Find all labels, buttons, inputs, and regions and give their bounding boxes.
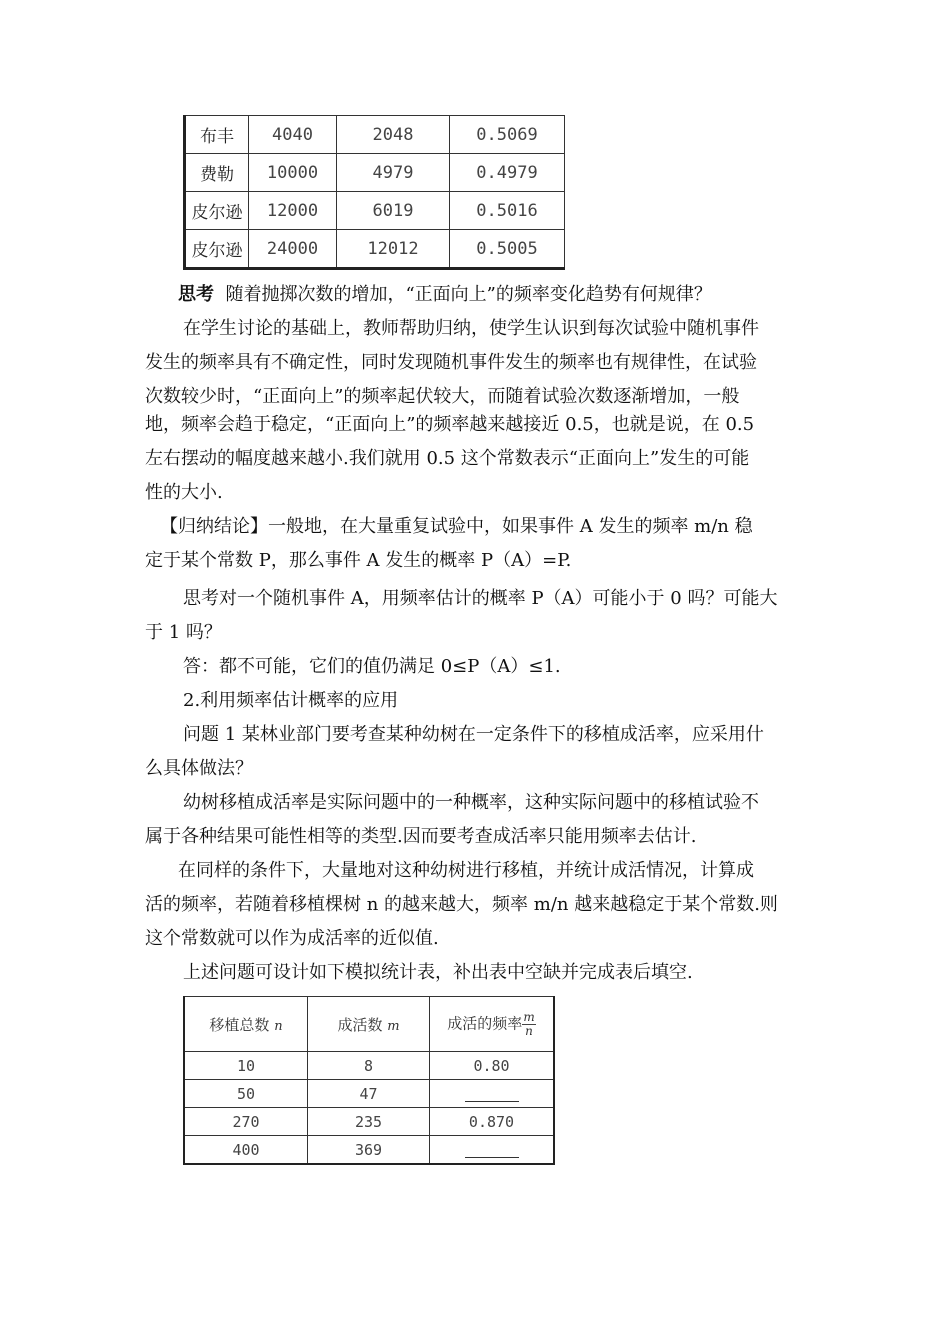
- fraction-numerator: m: [523, 1009, 535, 1024]
- paragraph-line: 性的大小.: [145, 482, 223, 503]
- think-question-1: [178, 278, 840, 312]
- table-cell: 235: [308, 1108, 430, 1136]
- table-cell: 8: [308, 1052, 430, 1080]
- table-cell: 皮尔逊: [185, 192, 249, 230]
- fraction-denominator: n: [525, 1023, 533, 1038]
- problem-line: 么具体做法？: [145, 758, 253, 779]
- table-row: [185, 230, 565, 269]
- think-label: 思考: [178, 284, 214, 305]
- think-question-2: 思考对一个随机事件 A，用频率估计的概率 P（A）可能小于 0 吗？可能大: [183, 588, 778, 609]
- table-header: [184, 997, 308, 1052]
- table-cell: 6019: [337, 192, 450, 230]
- table-header: [430, 997, 555, 1052]
- table-cell: 10000: [249, 154, 337, 192]
- table-cell: [430, 1136, 555, 1165]
- section-heading: 2.利用频率估计概率的应用: [183, 690, 399, 711]
- paragraph-line: 活的频率，若随着移植棵树 n 的越来越大，频率 m/n 越来越稳定于某个常数.则: [145, 894, 778, 915]
- paragraph-line: 发生的频率具有不确定性，同时发现随机事件发生的频率也有规律性，在试验: [145, 352, 757, 373]
- paragraph-line: 左右摆动的幅度越来越小.我们就用 0.5 这个常数表示“正面向上”发生的可能: [145, 448, 750, 469]
- table-cell: 12000: [249, 192, 337, 230]
- table-cell: 50: [184, 1080, 308, 1108]
- header-var: n: [274, 1018, 283, 1034]
- table-cell: 0.5016: [450, 192, 565, 230]
- table-cell: 0.5005: [450, 230, 565, 269]
- transplant-table: [183, 996, 555, 1165]
- table-cell: 4040: [249, 116, 337, 154]
- header-text: 成活数: [337, 1015, 383, 1034]
- table-header: [308, 997, 430, 1052]
- paragraph-line: 次数较少时，“正面向上”的频率起伏较大，而随着试验次数逐渐增加，一般: [145, 386, 740, 407]
- table-cell: 24000: [249, 230, 337, 269]
- paragraph-line: 这个常数就可以作为成活率的近似值.: [145, 928, 439, 949]
- think-body: 随着抛掷次数的增加，“正面向上”的频率变化趋势有何规律？: [225, 284, 712, 305]
- paragraph-line: 在学生讨论的基础上，教师帮助归纳，使学生认识到每次试验中随机事件: [183, 318, 759, 339]
- paragraph-line: 幼树移植成活率是实际问题中的一种概率，这种实际问题中的移植试验不: [183, 792, 759, 813]
- table-cell: 0.80: [430, 1052, 555, 1080]
- answer-line: 答：都不可能，它们的值仍满足 0≤P（A）≤1.: [183, 656, 561, 677]
- table-cell: 0.4979: [450, 154, 565, 192]
- table-row: [184, 1080, 554, 1108]
- table-cell: 10: [184, 1052, 308, 1080]
- experiment-table: [183, 115, 565, 270]
- table-row: [184, 1108, 554, 1136]
- table-cell: 费勒: [185, 154, 249, 192]
- paragraph-line: 上述问题可设计如下模拟统计表，补出表中空缺并完成表后填空.: [183, 962, 693, 983]
- table-header-row: [184, 997, 554, 1052]
- table-cell: [430, 1080, 555, 1108]
- problem-line: 问题 1 某林业部门要考查某种幼树在一定条件下的移植成活率，应采用什: [183, 724, 764, 745]
- header-text: 移植总数: [209, 1015, 270, 1034]
- table-row: [185, 154, 565, 192]
- table-row: [184, 1052, 554, 1080]
- table-cell: 270: [184, 1108, 308, 1136]
- table-cell: 皮尔逊: [185, 230, 249, 269]
- table-cell: 369: [308, 1136, 430, 1165]
- paragraph-line: 属于各种结果可能性相等的类型.因而要考查成活率只能用频率去估计.: [145, 826, 697, 847]
- table-cell: 2048: [337, 116, 450, 154]
- table-cell: 12012: [337, 230, 450, 269]
- header-var: m: [387, 1018, 400, 1034]
- fill-in-blank[interactable]: [465, 1143, 519, 1158]
- paragraph-line: 在同样的条件下，大量地对这种幼树进行移植，并统计成活情况，计算成: [178, 860, 754, 881]
- fill-in-blank[interactable]: [465, 1087, 519, 1102]
- conclusion-line: 【归纳结论】一般地，在大量重复试验中，如果事件 A 发生的频率 m/n 稳: [160, 516, 753, 537]
- table-cell: 0.870: [430, 1108, 555, 1136]
- table-row: [185, 192, 565, 230]
- think-question-2-cont: 于 1 吗？: [145, 622, 222, 643]
- table-cell: 布丰: [185, 116, 249, 154]
- table-cell: 0.5069: [450, 116, 565, 154]
- table-cell: 400: [184, 1136, 308, 1165]
- conclusion-line: 定于某个常数 P，那么事件 A 发生的概率 P（A）=P.: [145, 550, 572, 571]
- table-row: [185, 116, 565, 154]
- table-row: [184, 1136, 554, 1165]
- table-cell: 47: [308, 1080, 430, 1108]
- table-cell: 4979: [337, 154, 450, 192]
- paragraph-line: 地，频率会趋于稳定，“正面向上”的频率越来越接近 0.5，也就是说，在 0.5: [145, 414, 755, 435]
- fraction: [522, 1011, 535, 1038]
- header-text: 成活的频率: [447, 1014, 523, 1032]
